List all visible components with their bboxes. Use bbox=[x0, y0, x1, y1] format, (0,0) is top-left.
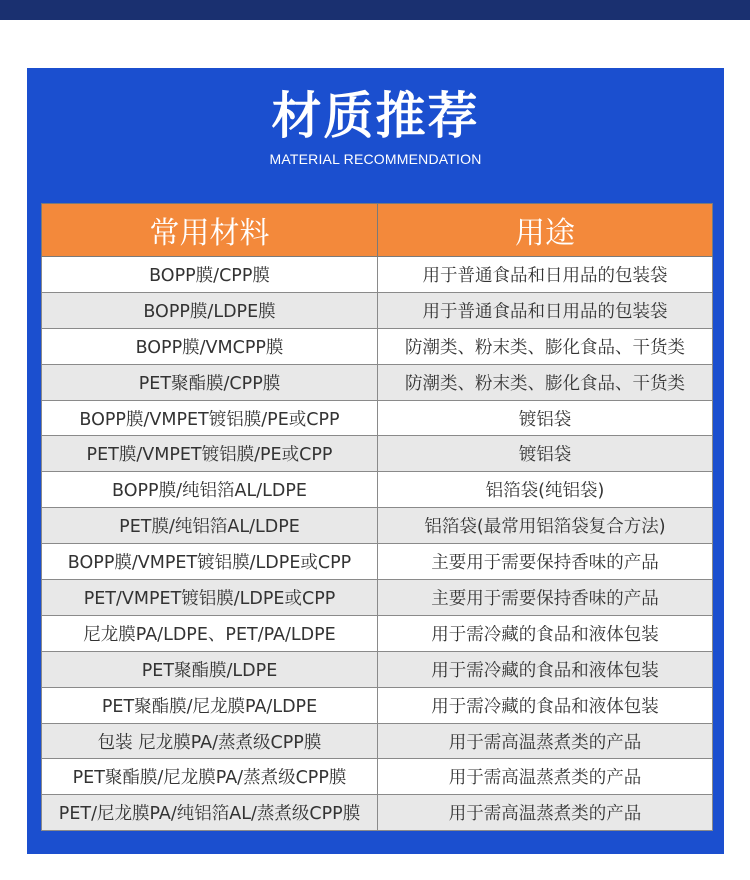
usage-cell: 防潮类、粉末类、膨化食品、干货类 bbox=[378, 364, 713, 400]
material-cell: PET聚酯膜/尼龙膜PA/LDPE bbox=[42, 687, 378, 723]
usage-cell: 主要用于需要保持香味的产品 bbox=[378, 580, 713, 616]
usage-cell: 用于需高温蒸煮类的产品 bbox=[378, 795, 713, 831]
page-subtitle: MATERIAL RECOMMENDATION bbox=[269, 151, 482, 167]
material-cell: PET/尼龙膜PA/纯铝箔AL/蒸煮级CPP膜 bbox=[42, 795, 378, 831]
table-row bbox=[42, 328, 713, 364]
material-cell: BOPP膜/VMPET镀铝膜/LDPE或CPP bbox=[42, 544, 378, 580]
material-cell: 包装 尼龙膜PA/蒸煮级CPP膜 bbox=[42, 723, 378, 759]
material-cell: PET/VMPET镀铝膜/LDPE或CPP bbox=[42, 580, 378, 616]
table-row bbox=[42, 292, 713, 328]
material-cell: PET膜/VMPET镀铝膜/PE或CPP bbox=[42, 436, 378, 472]
column-header-materials: 常用材料 bbox=[42, 204, 378, 257]
table-row bbox=[42, 580, 713, 616]
table-row bbox=[42, 508, 713, 544]
usage-cell: 用于普通食品和日用品的包装袋 bbox=[378, 292, 713, 328]
table-row bbox=[42, 795, 713, 831]
material-cell: 尼龙膜PA/LDPE、PET/PA/LDPE bbox=[42, 615, 378, 651]
table-row bbox=[42, 687, 713, 723]
usage-cell: 铝箔袋(纯铝袋) bbox=[378, 472, 713, 508]
material-cell: BOPP膜/VMPET镀铝膜/PE或CPP bbox=[42, 400, 378, 436]
table-row bbox=[42, 257, 713, 293]
usage-cell: 镀铝袋 bbox=[378, 400, 713, 436]
table-row bbox=[42, 436, 713, 472]
usage-cell: 用于需冷藏的食品和液体包装 bbox=[378, 615, 713, 651]
material-cell: BOPP膜/CPP膜 bbox=[42, 257, 378, 293]
material-cell: PET聚酯膜/LDPE bbox=[42, 651, 378, 687]
table-row bbox=[42, 759, 713, 795]
material-cell: BOPP膜/纯铝箔AL/LDPE bbox=[42, 472, 378, 508]
usage-cell: 用于需冷藏的食品和液体包装 bbox=[378, 651, 713, 687]
table-row bbox=[42, 723, 713, 759]
material-cell: BOPP膜/LDPE膜 bbox=[42, 292, 378, 328]
usage-cell: 用于普通食品和日用品的包装袋 bbox=[378, 257, 713, 293]
material-cell: PET膜/纯铝箔AL/LDPE bbox=[42, 508, 378, 544]
table-row bbox=[42, 364, 713, 400]
table-row bbox=[42, 472, 713, 508]
material-cell: PET聚酯膜/CPP膜 bbox=[42, 364, 378, 400]
column-header-usage: 用途 bbox=[378, 204, 713, 257]
table-row bbox=[42, 615, 713, 651]
usage-cell: 用于需冷藏的食品和液体包装 bbox=[378, 687, 713, 723]
usage-cell: 防潮类、粉末类、膨化食品、干货类 bbox=[378, 328, 713, 364]
table-row bbox=[42, 544, 713, 580]
table-row bbox=[42, 400, 713, 436]
table-header-row bbox=[42, 204, 713, 257]
table-body bbox=[42, 257, 713, 831]
usage-cell: 用于需高温蒸煮类的产品 bbox=[378, 723, 713, 759]
page-title: 材质推荐 bbox=[271, 87, 480, 145]
usage-cell: 铝箔袋(最常用铝箔袋复合方法) bbox=[378, 508, 713, 544]
material-panel bbox=[27, 68, 724, 854]
usage-cell: 用于需高温蒸煮类的产品 bbox=[378, 759, 713, 795]
material-table bbox=[41, 203, 713, 831]
table-row bbox=[42, 651, 713, 687]
material-cell: PET聚酯膜/尼龙膜PA/蒸煮级CPP膜 bbox=[42, 759, 378, 795]
usage-cell: 主要用于需要保持香味的产品 bbox=[378, 544, 713, 580]
material-cell: BOPP膜/VMCPP膜 bbox=[42, 328, 378, 364]
usage-cell: 镀铝袋 bbox=[378, 436, 713, 472]
top-bar bbox=[0, 0, 750, 20]
